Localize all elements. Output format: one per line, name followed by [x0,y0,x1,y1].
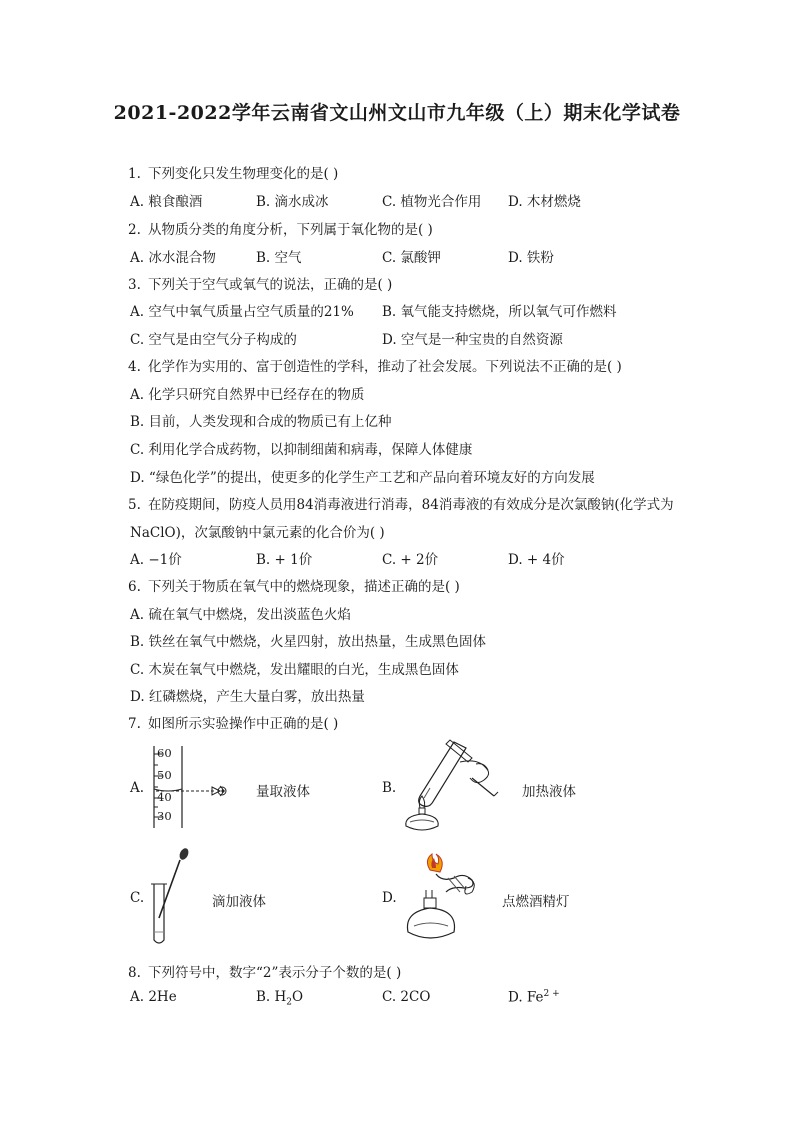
formula-tail: O [292,989,304,1005]
option-a: A. 空气中氧气质量占空气质量的21% [130,304,354,320]
option-a: A. 硫在氧气中燃烧，发出淡蓝色火焰 [130,607,351,623]
question-text: 如图所示实验操作中正确的是( ) [148,716,339,732]
option-c: C. 木炭在氧气中燃烧，发出耀眼的白光，生成黑色固体 [130,662,459,678]
question-number: 4. [128,359,141,375]
superscript: 2 + [543,989,560,999]
option-c: C. 2CO [382,989,431,1005]
option-b [256,989,303,1008]
option-d: D. “绿色化学”的提出，使更多的化学生产工艺和产品向着环境友好的方向发展 [130,470,595,486]
subscript: 2 [286,997,293,1008]
caption-a: 量取液体 [256,784,310,800]
option-b: B. 目前，人类发现和合成的物质已有上亿种 [130,414,392,430]
option-d: D. + 4价 [508,552,565,568]
option-d: D. 木材燃烧 [508,194,581,210]
question-2 [128,218,433,238]
option-b: B. 空气 [256,250,302,266]
tick-label: 40 [157,790,172,804]
alcohol-lamp-figure [402,852,492,944]
option-b: B. 滴水成冰 [256,194,329,210]
caption-d: 点燃酒精灯 [502,894,570,910]
question-text: 下列符号中，数字“2”表示分子个数的是( ) [148,965,402,981]
question-text: 下列变化只发生物理变化的是( ) [148,166,339,182]
question-number: 1. [128,166,141,182]
formula-text: B. H [256,989,287,1005]
option-d: D. [382,890,397,906]
option-d: D. 红磷燃烧，产生大量白雾，放出热量 [130,689,365,705]
option-b: B. 铁丝在氧气中燃烧，火星四射，放出热量，生成黑色固体 [130,634,487,650]
option-a: A. [130,780,145,796]
option-a: A. 冰水混合物 [130,250,216,266]
option-c: C. 氯酸钾 [382,250,441,266]
question-1 [128,162,338,182]
option-c: C. + 2价 [382,552,439,568]
option-d: D. 铁粉 [508,250,554,266]
question-8 [128,961,401,981]
question-text: 化学作为实用的、富于创造性的学科，推动了社会发展。下列说法不正确的是( ) [148,359,622,375]
option-b: B. [382,780,397,796]
option-c: C. [130,890,145,906]
tick-label: 30 [157,809,172,823]
question-6 [128,575,460,595]
question-text-continued: NaClO)，次氯酸钠中氯元素的化合价为( ) [130,525,385,541]
option-a: A. 2He [130,989,177,1005]
question-5 [128,493,674,513]
heating-test-tube-figure [400,738,510,836]
formula-text: D. Fe [508,989,544,1006]
question-number: 3. [128,277,141,293]
tick-label: 60 [157,746,172,760]
option-a: A. 粮食酿酒 [130,194,203,210]
option-d [508,989,560,1006]
question-number: 2. [128,222,141,238]
page-title: 2021-2022学年云南省文山州文山市九年级（上）期末化学试卷 [113,102,681,124]
question-number: 7. [128,716,141,732]
question-4 [128,355,622,375]
option-d: D. 空气是一种宝贵的自然资源 [382,332,563,348]
option-b: B. 氧气能支持燃烧，所以氧气可作燃料 [382,304,617,320]
option-a: A. 化学只研究自然界中已经存在的物质 [130,387,365,403]
tick-label: 50 [157,768,172,782]
question-text: 从物质分类的角度分析，下列属于氧化物的是( ) [148,222,433,238]
option-c: C. 空气是由空气分子构成的 [130,332,297,348]
question-text: 下列关于物质在氧气中的燃烧现象，描述正确的是( ) [148,579,460,595]
question-3 [128,273,392,293]
caption-b: 加热液体 [522,784,576,800]
caption-c: 滴加液体 [212,894,266,910]
dropper-test-tube-figure [148,848,198,948]
question-text: 下列关于空气或氧气的说法，正确的是( ) [148,277,393,293]
option-c: C. 植物光合作用 [382,194,482,210]
option-b: B. + 1价 [256,552,313,568]
question-text: 在防疫期间，防疫人员用84消毒液进行消毒，84消毒液的有效成分是次氯酸钠(化学式为 [148,497,674,513]
question-7 [128,712,338,732]
option-c: C. 利用化学合成药物，以抑制细菌和病毒，保障人体健康 [130,442,473,458]
question-number: 8. [128,965,141,981]
question-number: 5. [128,497,141,513]
question-number: 6. [128,579,141,595]
option-a: A. −1价 [130,552,182,568]
